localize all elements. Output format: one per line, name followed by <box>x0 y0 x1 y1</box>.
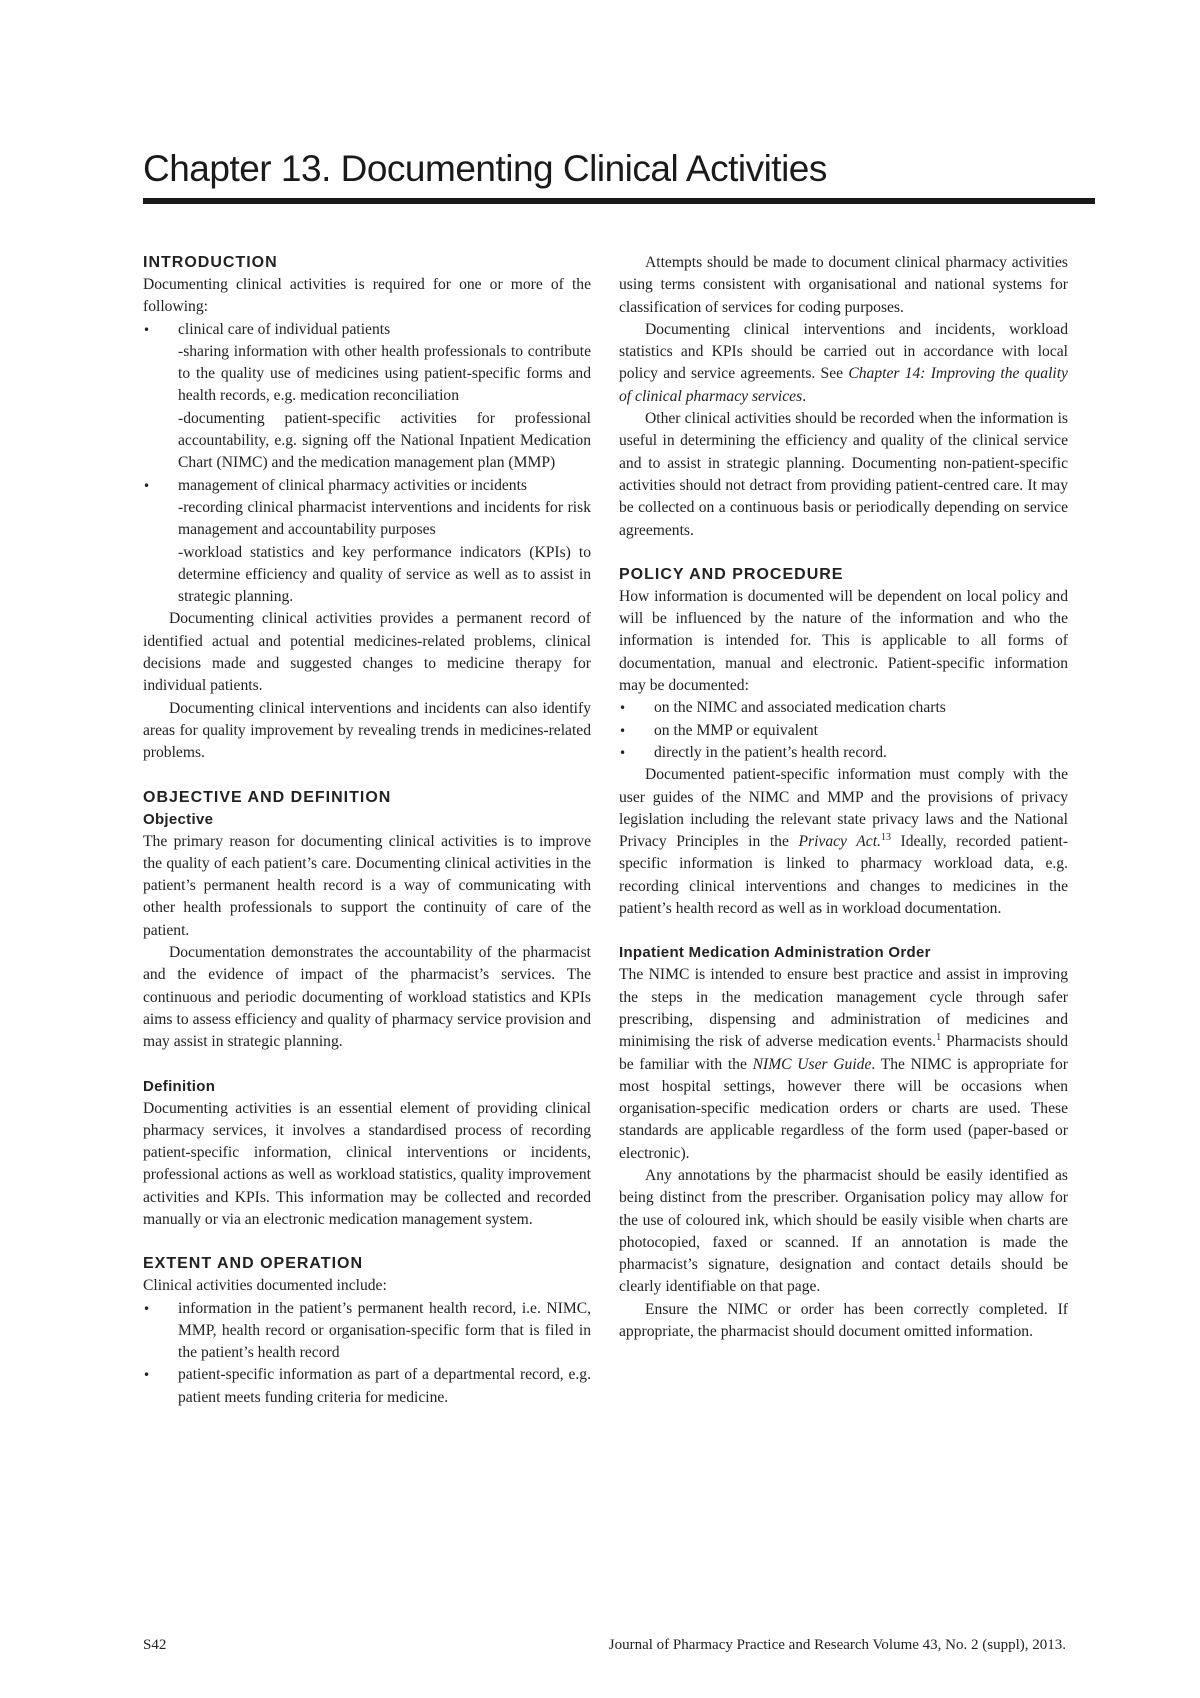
bullet-clinical-care: • clinical care of individual patients <box>143 319 591 341</box>
bullet-management: • management of clinical pharmacy activities or incidents <box>143 475 591 497</box>
page-number: S42 <box>143 1637 167 1653</box>
bullet-permanent-record: • information in the patient’s permanent health record, i.e. NIMC, MMP, health record or organisation-specific form that is filed in the patient’s health record <box>143 1298 591 1365</box>
citation-13: 13 <box>880 831 891 843</box>
sub-bullet-workload: -workload statistics and key performance indicators (KPIs) to determine efficiency and quality of service as well as to assist in strategic planning. <box>178 543 591 606</box>
bullet-nimc: • on the NIMC and associated medication charts <box>619 697 1068 719</box>
sub-bullet-recording: -recording clinical pharmacist interventions and incidents for risk management and accountability purposes <box>178 498 591 539</box>
extent-operation-heading: EXTENT AND OPERATION <box>143 1255 364 1273</box>
left-column <box>143 252 591 1409</box>
imao-paragraph-1: The NIMC is intended to ensure best practice and assist in improving the steps in the medication management cycle through safer prescribing, dispensing and administration of medicines and minimising the risk of adverse medication events.$^1$ Pharmacists should be familiar with the NIMC User Guide. The NIMC is appropriate for most hospital settings, however there will be occasions when organisation-specific medication orders or charts are used. These standards are applicable regardless of the form used (paper-based or electronic). <box>619 966 1068 1162</box>
chapter-14-reference: Chapter 14: Improving the quality of clinical pharmacy services <box>619 365 1068 405</box>
title-rule <box>143 198 1095 204</box>
sub-bullet-documenting: -documenting patient-specific activities for professional accountability, e.g. signing off the National Inpatient Medication Chart (NIMC) and the medication management plan (MMP) <box>178 409 591 472</box>
definition-paragraph: Documenting activities is an essential element of providing clinical pharmacy services, it involves a standardised process of recording patient-specific information, clinical interventions or incidents, professional actions as well as workload statistics, quality improvement activities and KPIs. This information may be collected and recorded manually or via an electronic medication management system. <box>143 1099 591 1228</box>
bullet-departmental-record: • patient-specific information as part of a departmental record, e.g. patient meets funding criteria for medicine. <box>143 1364 591 1409</box>
definition-subheading: Definition <box>143 1077 216 1095</box>
objective-subheading: Objective <box>143 810 214 828</box>
journal-citation: Journal of Pharmacy Practice and Research Volume 43, No. 2 (suppl), 2013. <box>608 1637 1066 1653</box>
policy-procedure-heading: POLICY AND PROCEDURE <box>619 565 844 583</box>
bullet-health-record: • directly in the patient’s health record. <box>619 742 1068 764</box>
objective-definition-heading: OBJECTIVE AND DEFINITION <box>143 788 392 806</box>
policy-paragraph-1: How information is documented will be dependent on local policy and will be influenced by the nature of the information and who the information is intended for. This is applicable to all forms of documentation, manual and electronic. Patient-specific information may be documented: <box>619 587 1068 695</box>
intro-paragraph-2: Documenting clinical activities provides a permanent record of identified actual and potential medicines-related problems, clinical decisions made and suggested changes to medicine therapy for individual patients. <box>143 610 591 695</box>
intro-paragraph-1: Documenting clinical activities is required for one or more of the following: <box>143 276 591 316</box>
right-paragraph-1: Attempts should be made to document clinical pharmacy activities using terms consistent with organisational and national systems for classification of services for coding purposes. <box>619 254 1068 316</box>
nimc-user-guide-reference: NIMC User Guide <box>752 1055 872 1073</box>
chapter-title: Chapter 13. Documenting Clinical Activities <box>143 148 827 189</box>
introduction-heading: INTRODUCTION <box>143 254 278 271</box>
right-paragraph-3: Other clinical activities should be recorded when the information is useful in determining the efficiency and quality of the clinical service and to assist in strategic planning. Documenting non-patient-specific activities should not detract from providing patient-centred care. It may be collected on a continuous basis or periodically depending on service agreements. <box>619 410 1068 539</box>
inpatient-medication-heading: Inpatient Medication Administration Order <box>619 944 931 962</box>
imao-paragraph-2: Any annotations by the pharmacist should be easily identified as being distinct from the prescriber. Organisation policy may allow for the use of coloured ink, which should be easily visible when charts are photocopied, faxed or scanned. If an annotation is made the pharmacist’s signature, designation and contact details should be clearly identifiable on that page. <box>619 1166 1068 1296</box>
objective-paragraph-2: Documentation demonstrates the accountability of the pharmacist and the evidence of impact of the pharmacist’s services. The continuous and periodic documenting of workload statistics and KPIs aims to assess efficiency and quality of pharmacy service provision and may assist in strategic planning. <box>143 944 591 1051</box>
right-paragraph-2: Documenting clinical interventions and incidents, workload statistics and KPIs should be carried out in accordance with local policy and service agreements. See Chapter 14: Improving the quality of clinical pharmacy services. <box>619 320 1068 405</box>
privacy-act-reference: Privacy Act. <box>798 833 881 851</box>
sub-bullet-sharing: -sharing information with other health professionals to contribute to the quality use of medicines using patient-specific forms and health records, e.g. medication reconciliation <box>178 342 591 405</box>
policy-paragraph-2: Documented patient-specific information must comply with the user guides of the NIMC and MMP and the provisions of privacy legislation including the relevant state privacy laws and the National Privacy Principles in the Privacy Act.$^{13}$ Ideally, recorded patient-specific information is linked to pharmacy workload data, e.g. recording clinical interventions and changes to medicines in the patient’s health record as well as in workload documentation. <box>619 766 1069 918</box>
extent-paragraph: Clinical activities documented include: <box>143 1277 387 1295</box>
objective-paragraph-1: The primary reason for documenting clinical activities is to improve the quality of each patient’s care. Documenting clinical activities in the patient’s permanent health record is a way of communicating with other health professionals to support the continuity of care of the patient. <box>143 832 591 939</box>
citation-1: 1 <box>936 1032 942 1044</box>
intro-paragraph-3: Documenting clinical interventions and incidents can also identify areas for quality improvement by revealing trends in medicines-related problems. <box>143 699 591 762</box>
right-column <box>619 252 1068 1343</box>
imao-paragraph-3: Ensure the NIMC or order has been correctly completed. If appropriate, the pharmacist should document omitted information. <box>619 1300 1068 1341</box>
bullet-mmp: • on the MMP or equivalent <box>619 720 1068 742</box>
